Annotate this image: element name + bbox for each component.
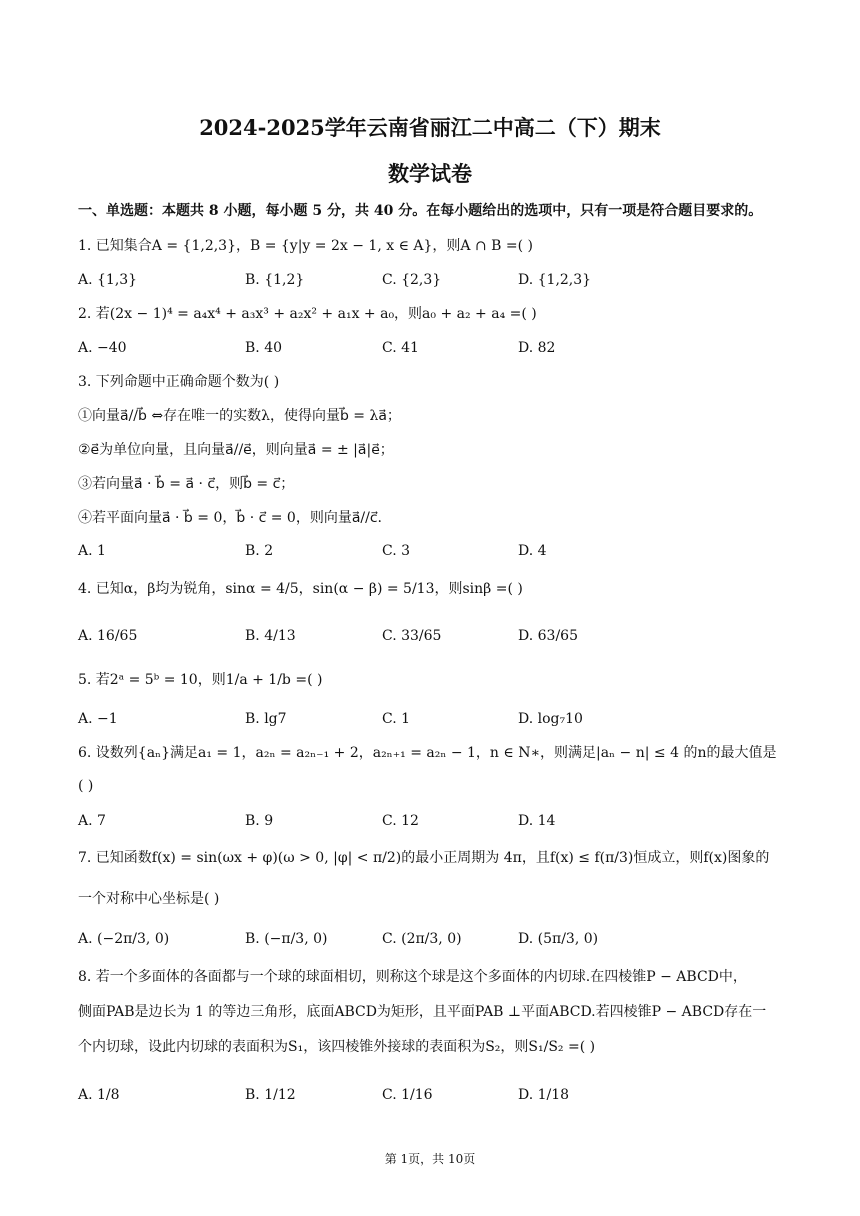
question-1-option-a: A. {1,3} bbox=[78, 272, 138, 288]
question-3-option-c: C. 3 bbox=[382, 543, 411, 559]
question-1-option-d: D. {1,2,3} bbox=[518, 272, 592, 288]
question-4-option-d: D. 63/65 bbox=[518, 628, 578, 644]
question-2-option-b: B. 40 bbox=[245, 340, 283, 356]
question-5-option-c: C. 1 bbox=[382, 711, 411, 727]
question-3-option-b: B. 2 bbox=[245, 543, 274, 559]
question-4-stem: 4. 已知α，β均为锐角，sinα = 4/5，sin(α − β) = 5/13，则sinβ =( ) bbox=[78, 581, 523, 597]
question-7-option-b: B. (−π/3, 0) bbox=[245, 931, 328, 947]
question-1-stem: 1. 已知集合A = {1,2,3}，B = {y|y = 2x − 1, x ∈ A}，则A ∩ B =( ) bbox=[78, 238, 533, 254]
question-8-option-c: C. 1/16 bbox=[382, 1087, 433, 1103]
question-4-option-b: B. 4/13 bbox=[245, 628, 296, 644]
question-7-stem: 7. 已知函数f(x) = sin(ωx + φ)(ω > 0, |φ| < π/2)的最小正周期为 4π，且f(x) ≤ f(π/3)恒成立，则f(x)图象的 bbox=[78, 850, 770, 866]
question-6-option-b: B. 9 bbox=[245, 813, 274, 829]
question-7-option-d: D. (5π/3, 0) bbox=[518, 931, 599, 947]
question-8-stem: 8. 若一个多面体的各面都与一个球的球面相切，则称这个球是这个多面体的内切球.在四棱锥P − ABCD中， bbox=[78, 969, 747, 985]
question-3-stem: 3. 下列命题中正确命题个数为( ) bbox=[78, 374, 280, 390]
section-heading: 一、单选题：本题共 8 小题，每小题 5 分，共 40 分。在每小题给出的选项中，只有一项是符合题目要求的。 bbox=[78, 203, 763, 219]
question-3-option-d: D. 4 bbox=[518, 543, 547, 559]
question-4-option-c: C. 33/65 bbox=[382, 628, 442, 644]
question-7-option-a: A. (−2π/3, 0) bbox=[78, 931, 170, 947]
page-title: 2024-2025学年云南省丽江二中高二（下）期末 bbox=[199, 115, 661, 140]
question-1-option-c: C. {2,3} bbox=[382, 272, 442, 288]
page-subtitle: 数学试卷 bbox=[388, 161, 472, 186]
question-5-stem: 5. 若2ᵃ = 5ᵇ = 10，则1/a + 1/b =( ) bbox=[78, 672, 323, 688]
question-3-statement-3: ③若向量a⃗ · b⃗ = a⃗ · c⃗，则b⃗ = c⃗； bbox=[78, 476, 295, 492]
question-2-stem: 2. 若(2x − 1)⁴ = a₄x⁴ + a₃x³ + a₂x² + a₁x + a₀，则a₀ + a₂ + a₄ =( ) bbox=[78, 306, 537, 322]
question-3-option-a: A. 1 bbox=[78, 543, 106, 559]
question-3-statement-4: ④若平面向量a⃗ · b⃗ = 0，b⃗ · c⃗ = 0，则向量a⃗//c⃗. bbox=[78, 510, 382, 526]
question-8-stem-cont-1: 侧面PAB是边长为 1 的等边三角形，底面ABCD为矩形，且平面PAB ⊥平面ABCD.若四棱锥P − ABCD存在一 bbox=[78, 1004, 767, 1020]
question-6-option-d: D. 14 bbox=[518, 813, 556, 829]
question-3-statement-2: ②e⃗为单位向量，且向量a⃗//e⃗，则向量a⃗ = ± |a⃗|e⃗； bbox=[78, 442, 394, 458]
question-6-option-a: A. 7 bbox=[78, 813, 106, 829]
question-8-option-a: A. 1/8 bbox=[78, 1087, 120, 1103]
question-6-option-c: C. 12 bbox=[382, 813, 419, 829]
question-7-option-c: C. (2π/3, 0) bbox=[382, 931, 462, 947]
question-3-statement-1: ①向量a⃗//b⃗ ⇔存在唯一的实数λ，使得向量b⃗ = λa⃗； bbox=[78, 408, 401, 424]
question-1-option-b: B. {1,2} bbox=[245, 272, 305, 288]
question-5-option-d: D. log₇10 bbox=[518, 711, 583, 727]
question-2-option-c: C. 41 bbox=[382, 340, 419, 356]
question-6-stem: 6. 设数列{aₙ}满足a₁ = 1，a₂ₙ = a₂ₙ₋₁ + 2，a₂ₙ₊₁ = a₂ₙ − 1，n ∈ N∗，则满足|aₙ − n| ≤ 4 的n的最大值是 bbox=[78, 745, 777, 761]
question-6-stem-cont: ( ) bbox=[78, 778, 94, 794]
page-footer: 第 1页，共 10页 bbox=[384, 1152, 476, 1166]
question-2-option-a: A. −40 bbox=[78, 340, 127, 356]
question-5-option-a: A. −1 bbox=[78, 711, 118, 727]
question-2-option-d: D. 82 bbox=[518, 340, 556, 356]
question-8-option-d: D. 1/18 bbox=[518, 1087, 570, 1103]
question-4-option-a: A. 16/65 bbox=[78, 628, 138, 644]
question-8-stem-cont-2: 个内切球，设此内切球的表面积为S₁，该四棱锥外接球的表面积为S₂，则S₁/S₂ =( ) bbox=[78, 1039, 596, 1055]
question-8-option-b: B. 1/12 bbox=[245, 1087, 296, 1103]
question-5-option-b: B. lg7 bbox=[245, 711, 287, 727]
question-7-stem-cont: 一个对称中心坐标是( ) bbox=[78, 891, 220, 907]
